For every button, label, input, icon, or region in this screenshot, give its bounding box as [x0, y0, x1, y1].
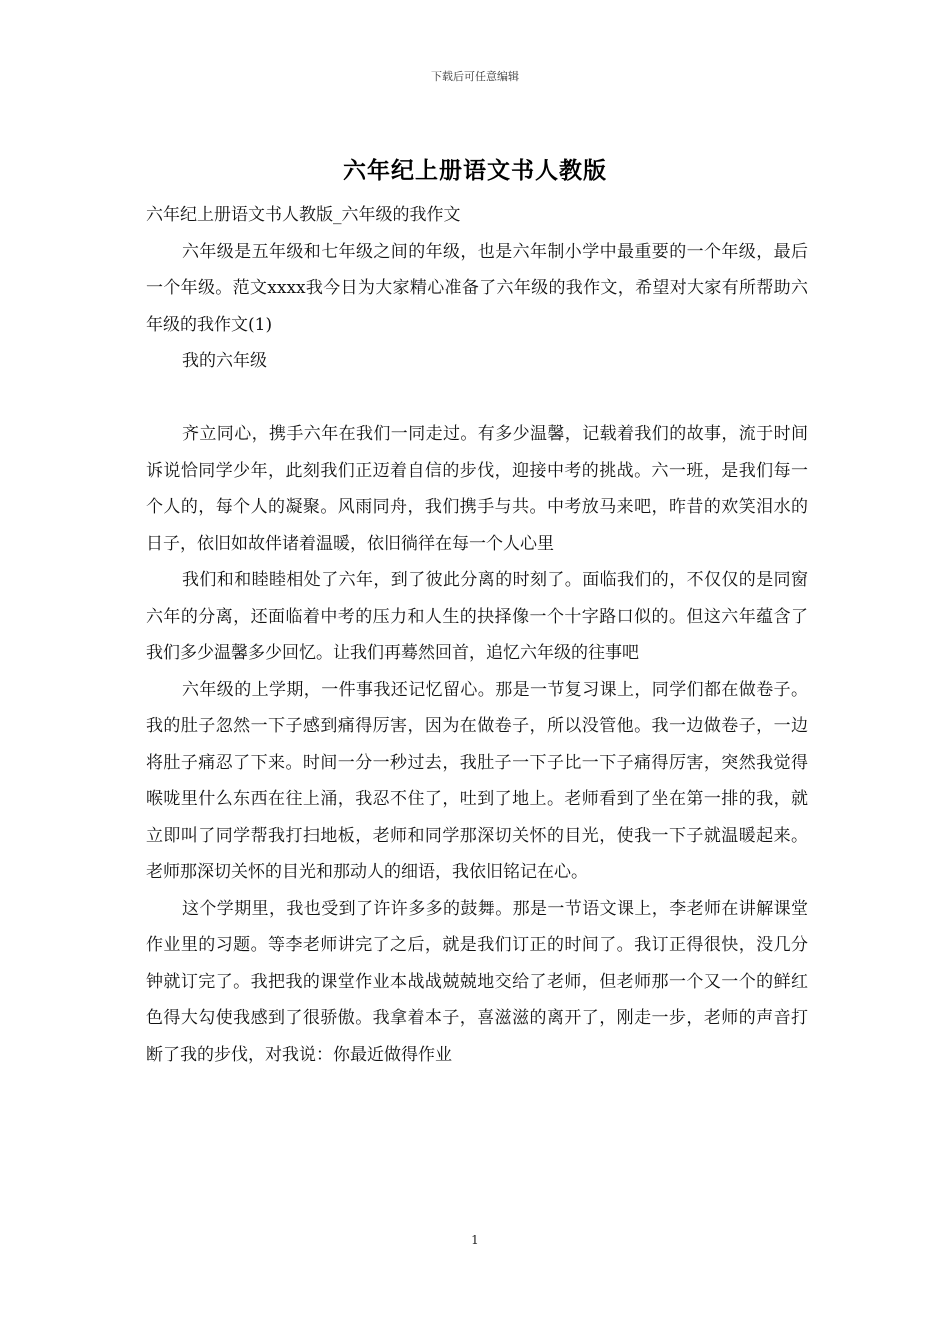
paragraph: 六年级的上学期，一件事我还记忆留心。那是一节复习课上，同学们都在做卷子。我的肚子忽然一下子感到痛得厉害，因为在做卷子，所以没管他。我一边做卷子，一边将肚子痛忍了下来。时间一分一秒过去，我肚子一下子比一下子痛得厉害，突然我觉得喉咙里什么东西在往上涌，我忍不住了，吐到了地上。老师看到了坐在第一排的我，就立即叫了同学帮我打扫地板，老师和同学那深切关怀的目光，使我一下子就温暖起来。老师那深切关怀的目光和那动人的细语，我依旧铭记在心。 [146, 679, 808, 882]
document-subtitle: 六年纪上册语文书人教版_六年级的我作文 [146, 205, 461, 225]
paragraph: 齐立同心，携手六年在我们一同走过。有多少温馨，记载着我们的故事，流于时间诉说恰同学少年，此刻我们正迈着自信的步伐，迎接中考的挑战。六一班，是我们每一个人的，每个人的凝聚。风雨同舟，我们携手与共。中考放马来吧，昨昔的欢笑泪水的日子，依旧如故伴诸着温暖，依旧徜徉在每一个人心里 [146, 424, 808, 554]
paragraph: 我们和和睦睦相处了六年，到了彼此分离的时刻了。面临我们的，不仅仅的是同窗六年的分离，还面临着中考的压力和人生的抉择像一个十字路口似的。但这六年蕴含了我们多少温馨多少回忆。让我们再蓦然回首，追忆六年级的往事吧 [146, 570, 808, 663]
blank-line [146, 380, 808, 417]
paragraph: 这个学期里，我也受到了许许多多的鼓舞。那是一节语文课上，李老师在讲解课堂作业里的习题。等李老师讲完了之后，就是我们订正的时间了。我订正得很快，没几分钟就订完了。我把我的课堂作业本战战兢兢地交给了老师，但老师那一个又一个的鲜红色得大勾使我感到了很骄傲。我拿着本子，喜滋滋的离开了，刚走一步，老师的声音打断了我的步伐，对我说：你最近做得作业 [146, 898, 808, 1065]
page-number: 1 [471, 1233, 479, 1247]
document-title: 六年纪上册语文书人教版 [343, 157, 607, 184]
essay-heading: 我的六年级 [182, 351, 267, 371]
header-note: 下载后可任意编辑 [431, 70, 519, 83]
document-body [146, 197, 808, 1073]
paragraph-intro: 六年级是五年级和七年级之间的年级，也是六年制小学中最重要的一个年级，最后一个年级。范文xxxx我今日为大家精心准备了六年级的我作文，希望对大家有所帮助六年级的我作文(1) [146, 241, 808, 335]
